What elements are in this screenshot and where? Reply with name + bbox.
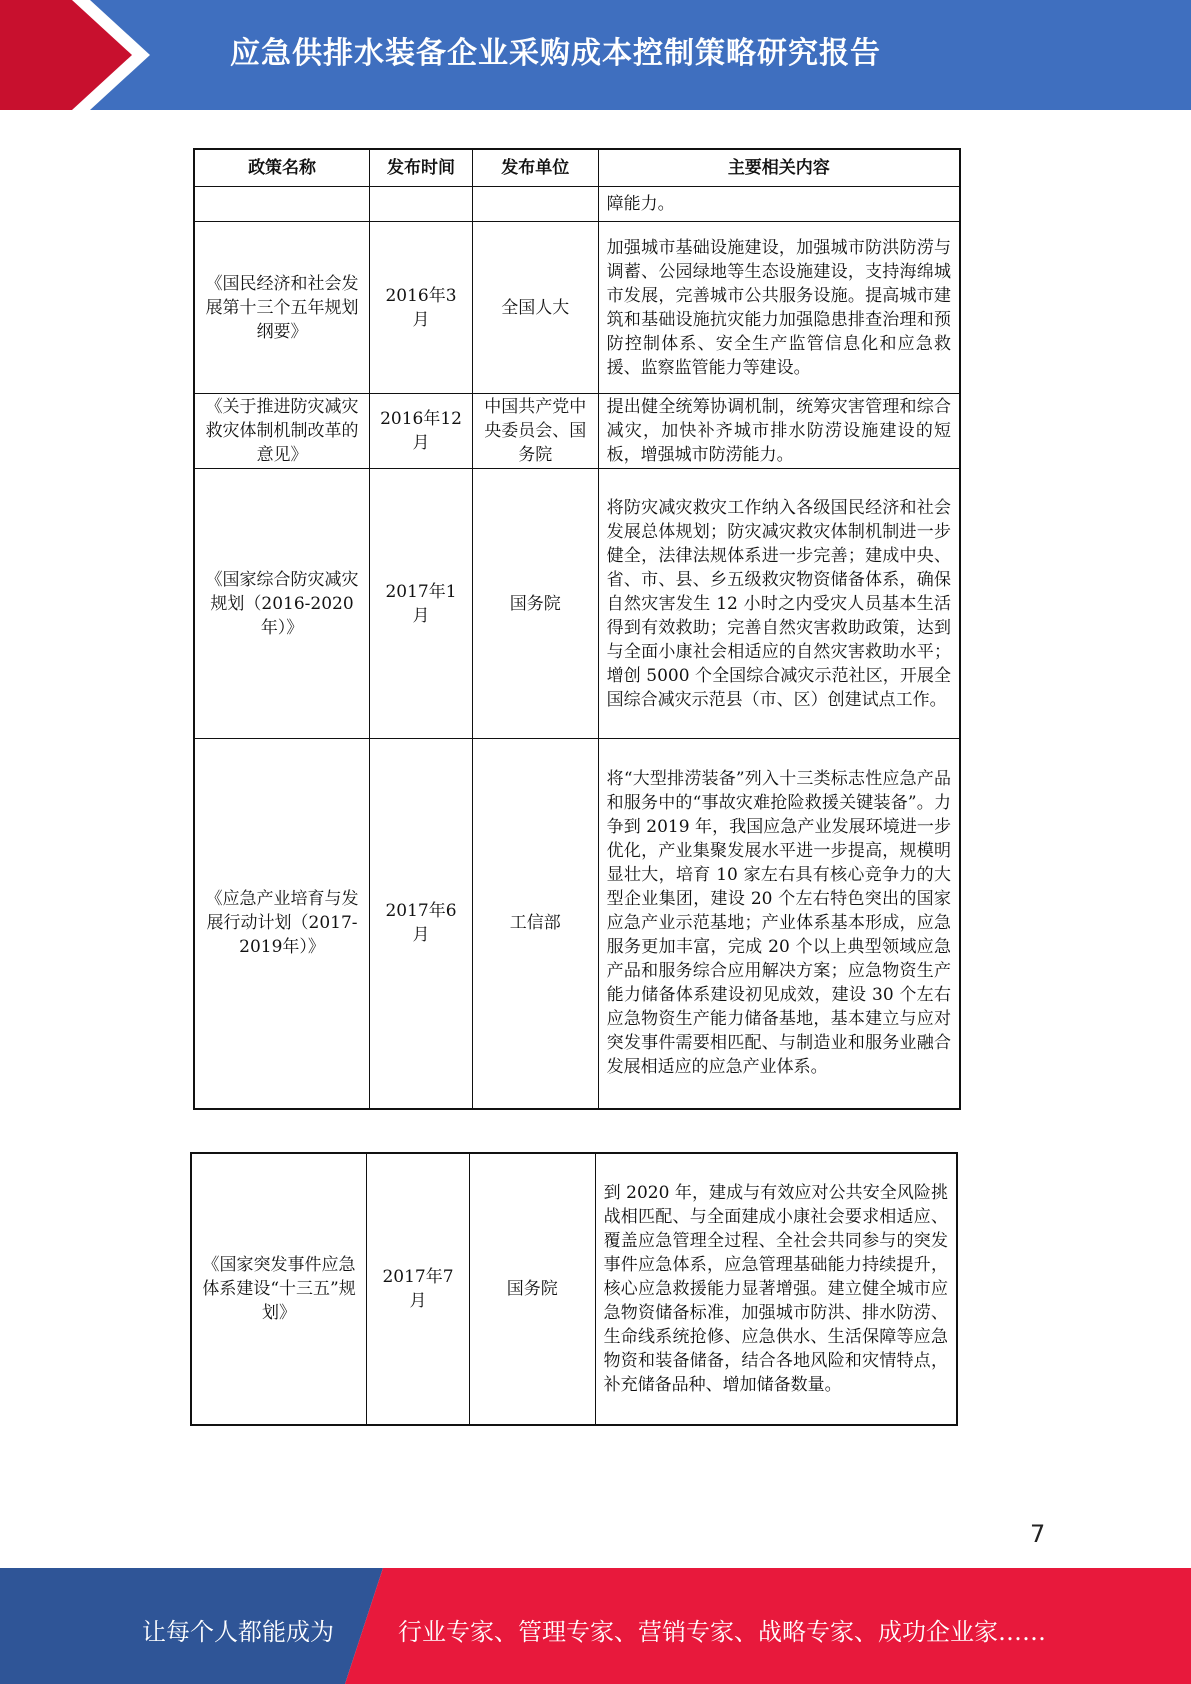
content-cell: 提出健全统筹协调机制，统筹灾害管理和综合减灾，加快补齐城市排水防涝设施建设的短板，增强城市防涝能力。 <box>598 394 960 469</box>
policy-name-cell: 《应急产业培育与发展行动计划（2017-2019年）》 <box>194 739 370 1109</box>
table-row <box>194 469 960 739</box>
table-row <box>191 1153 957 1425</box>
release-org-cell <box>472 187 598 222</box>
content-cell: 到 2020 年，建成与有效应对公共安全风险挑战相匹配、与全面建成小康社会要求相适应、覆盖应急管理全过程、全社会共同参与的突发事件应急体系，应急管理基础能力持续提升，核心应急救援能力显著增强。建立健全城市应急物资储备标准，加强城市防洪、排水防涝、生命线系统抢修、应急供水、生活保障等应急物资和装备储备，结合各地风险和灾情特点，补充储备品种、增加储备数量。 <box>595 1153 957 1425</box>
content-cell: 障能力。 <box>598 187 960 222</box>
content-cell: 加强城市基础设施建设，加强城市防洪防涝与调蓄、公园绿地等生态设施建设，支持海绵城市发展，完善城市公共服务设施。提高城市建筑和基础设施抗灾能力加强隐患排查治理和预防控制体系、安全生产监管信息化和应急救援、监察监管能力等建设。 <box>598 222 960 394</box>
footer-slogan-right: 行业专家、管理专家、营销专家、战略专家、成功企业家…… <box>398 1618 1046 1646</box>
header-release-org: 发布单位 <box>472 149 598 187</box>
release-time-cell: 2016年3月 <box>370 222 473 394</box>
policy-name-cell: 《国家突发事件应急体系建设“十三五”规划》 <box>191 1153 367 1425</box>
footer-slogan-left: 让每个人都能成为 <box>142 1618 334 1646</box>
release-time-cell: 2017年1月 <box>370 469 473 739</box>
page-footer <box>0 1568 1191 1684</box>
release-time-cell: 2016年12月 <box>370 394 473 469</box>
release-time-cell: 2017年7月 <box>367 1153 470 1425</box>
header-main-content: 主要相关内容 <box>598 149 960 187</box>
header-release-time: 发布时间 <box>370 149 473 187</box>
table-row <box>194 739 960 1109</box>
table-row <box>194 222 960 394</box>
header-policy-name: 政策名称 <box>194 149 370 187</box>
release-time-cell: 2017年6月 <box>370 739 473 1109</box>
policy-table <box>193 148 961 1110</box>
policy-name-cell: 《国民经济和社会发展第十三个五年规划纲要》 <box>194 222 370 394</box>
policy-table-continued <box>190 1152 958 1426</box>
release-org-cell: 国务院 <box>469 1153 595 1425</box>
table-header-row <box>194 149 960 187</box>
page-header <box>0 0 1191 110</box>
table-row <box>194 187 960 222</box>
table-row <box>194 394 960 469</box>
policy-name-cell <box>194 187 370 222</box>
header-chevron-decoration <box>0 0 150 110</box>
release-org-cell: 工信部 <box>472 739 598 1109</box>
page-number: 7 <box>1030 1520 1046 1548</box>
release-time-cell <box>370 187 473 222</box>
release-org-cell: 中国共产党中央委员会、国务院 <box>472 394 598 469</box>
release-org-cell: 国务院 <box>472 469 598 739</box>
report-title: 应急供排水装备企业采购成本控制策略研究报告 <box>230 36 881 71</box>
policy-name-cell: 《关于推进防灾减灾救灾体制机制改革的意见》 <box>194 394 370 469</box>
policy-name-cell: 《国家综合防灾减灾规划（2016-2020年）》 <box>194 469 370 739</box>
content-cell: 将“大型排涝装备”列入十三类标志性应急产品和服务中的“事故灾难抢险救援关键装备”。力争到 2019 年，我国应急产业发展环境进一步优化，产业集聚发展水平进一步提高，规模明显壮大，培育 10 家左右具有核心竞争力的大型企业集团，建设 20 个左右特色突出的国家应急产业示范基地；产业体系基本形成，应急服务更加丰富，完成 20 个以上典型领域应急产品和服务综合应用解决方案；应急物资生产能力储备体系建设初见成效，建设 30 个左右应急物资生产能力储备基地，基本建立与应对突发事件需要相匹配、与制造业和服务业融合发展相适应的应急产业体系。 <box>598 739 960 1109</box>
release-org-cell: 全国人大 <box>472 222 598 394</box>
content-cell: 将防灾减灾救灾工作纳入各级国民经济和社会发展总体规划；防灾减灾救灾体制机制进一步健全，法律法规体系进一步完善；建成中央、省、市、县、乡五级救灾物资储备体系，确保自然灾害发生 12 小时之内受灾人员基本生活得到有效救助；完善自然灾害救助政策，达到与全面小康社会相适应的自然灾害救助水平；增创 5000 个全国综合减灾示范社区，开展全国综合减灾示范县（市、区）创建试点工作。 <box>598 469 960 739</box>
